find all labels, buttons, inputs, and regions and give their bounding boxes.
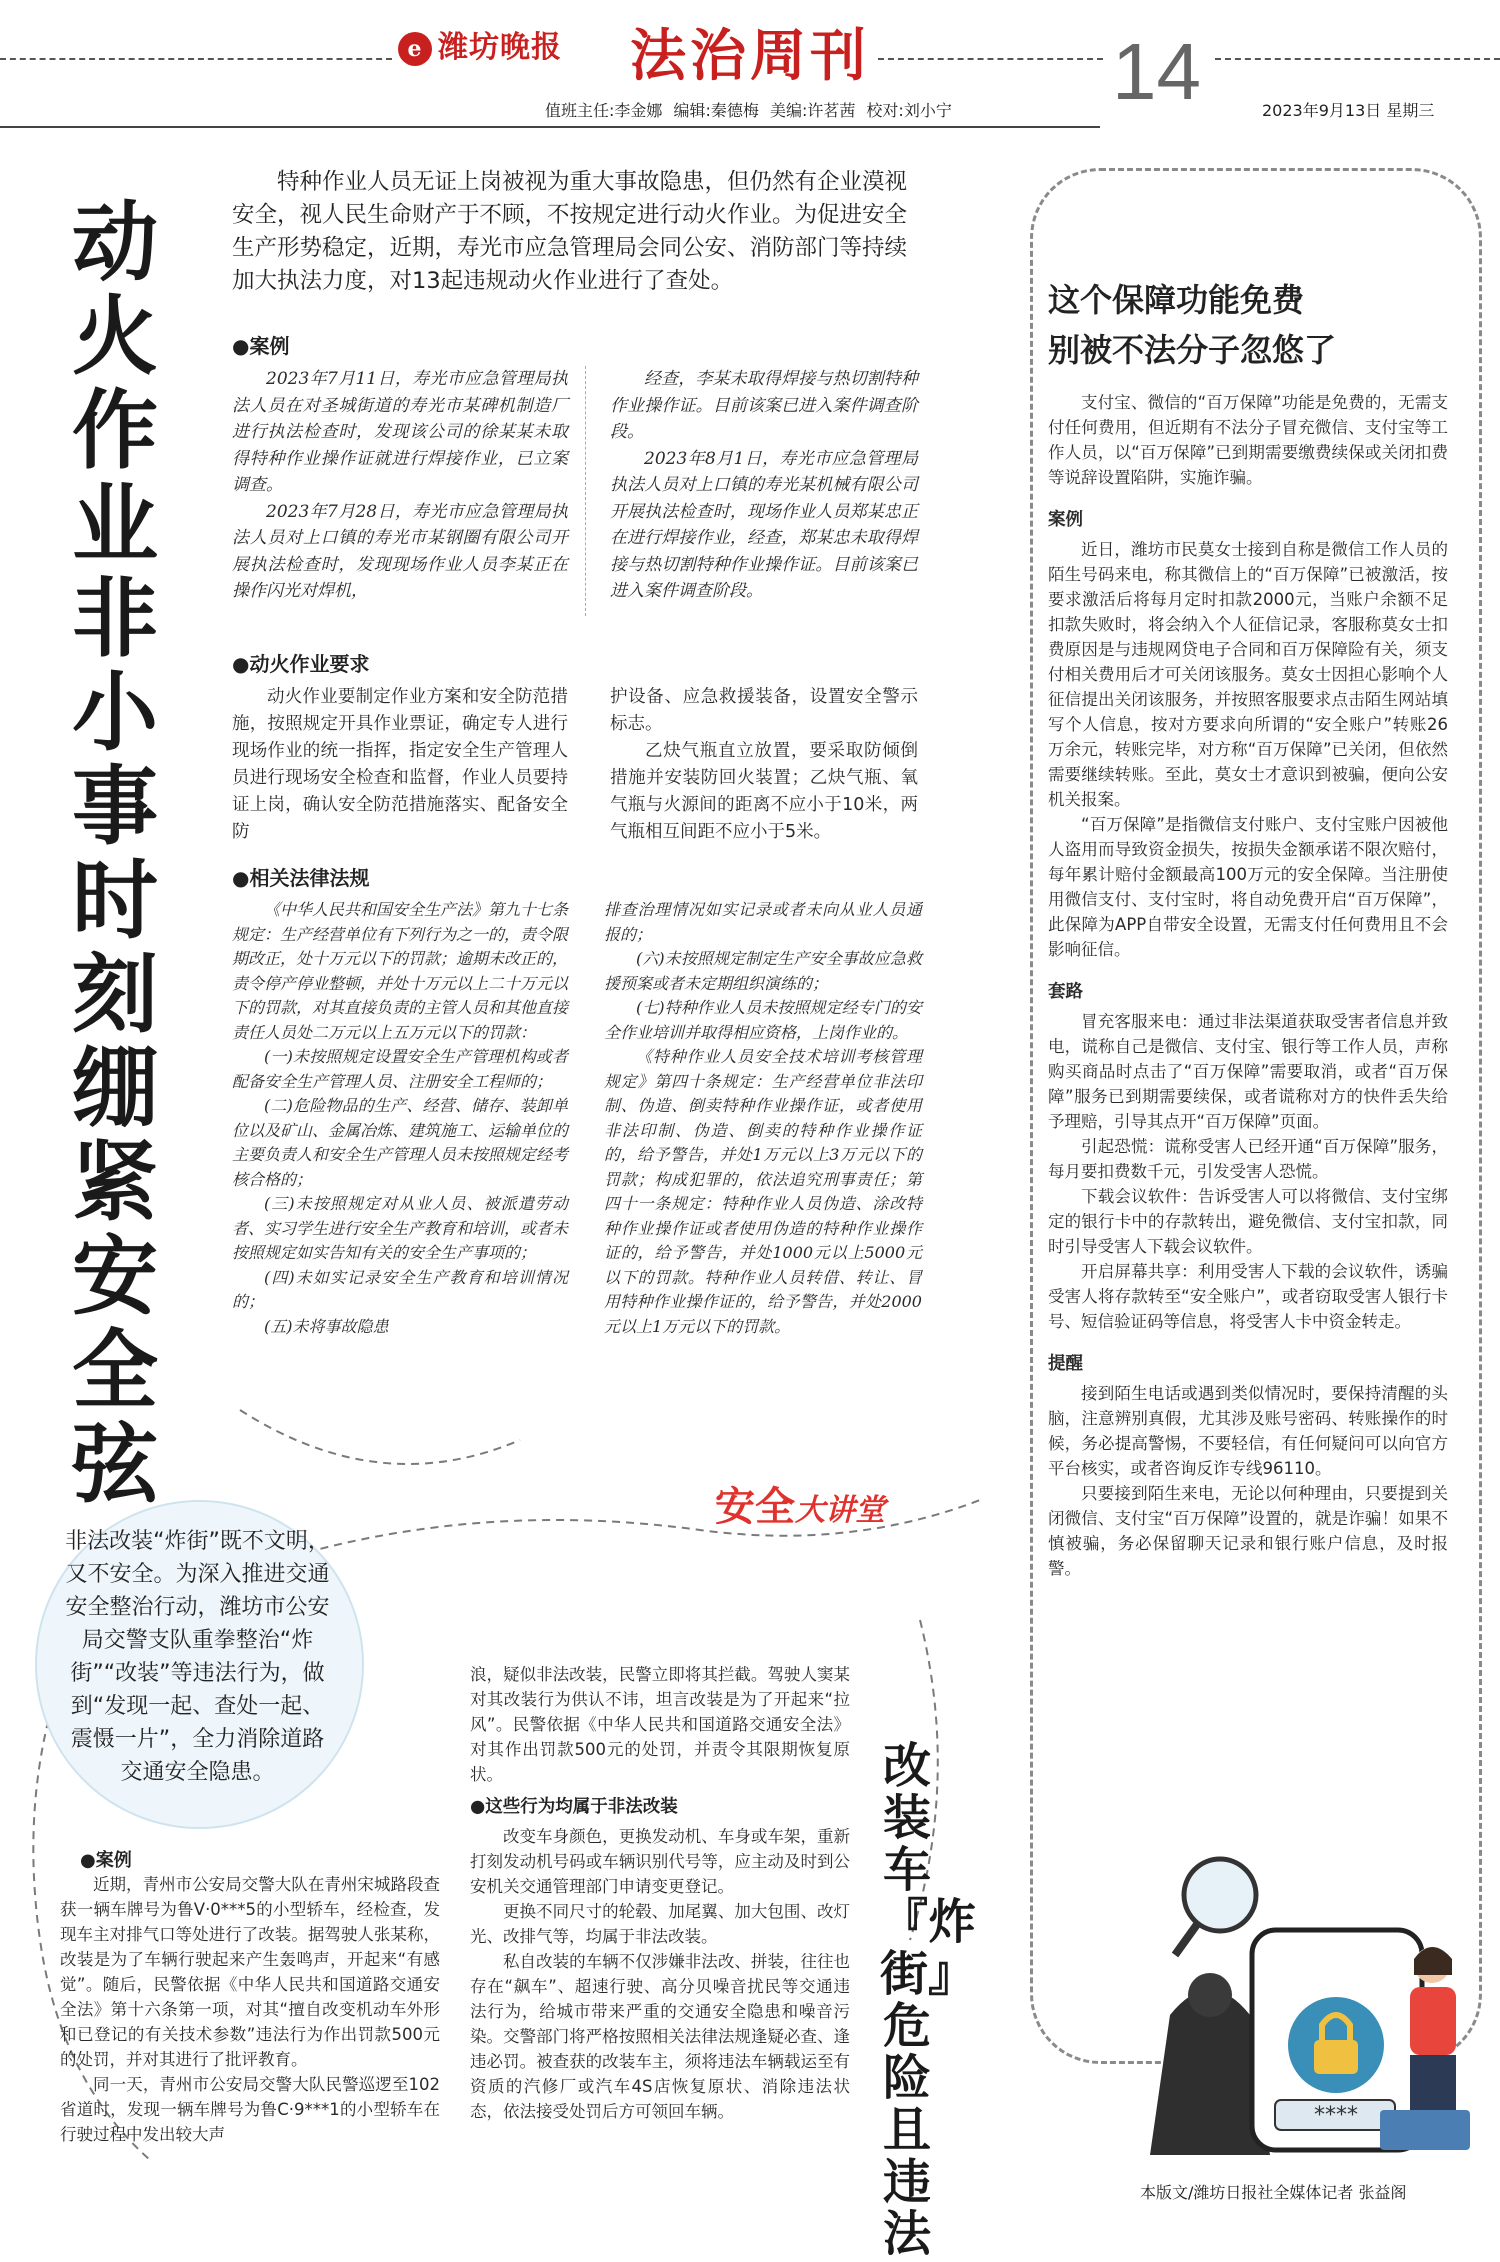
byline: 本版文/潍坊日报社全媒体记者 张益阁 (1140, 2183, 1407, 2202)
logo-mark-icon: e (398, 32, 432, 66)
article2-trick-heading: 套路 (1048, 982, 1083, 1002)
article1-requirements-heading: ●动火作业要求 (232, 652, 370, 676)
cases-column-divider (585, 366, 586, 616)
article1-requirements-left (232, 684, 568, 846)
logo-main-text: 安全 (715, 1483, 795, 1530)
article1-law-right (604, 898, 922, 1339)
article2-case-para: “百万保障”是指微信支付账户、支付宝账户因被他人盗用而导致资金损失，按损失金额承诺不限次赔付，每年累计赔付金额最高100万元的安全保障。当注册使用微信支付、支付宝时，将自动免费开启“百万保障”，此保障为APP自带安全设置，无需支付任何费用且不会影响征信。 (1048, 815, 1448, 959)
section-title: 法治周刊 (630, 23, 870, 89)
article1-vertical-title: 动火作业非小事 时刻绷紧安全弦 (72, 192, 158, 1515)
article1-req-para: 乙炔气瓶直立放置，要采取防倾倒措施并安装防回火装置；乙炔气瓶、氧气瓶与火源间的距离不应小于10米，两气瓶相互间距不应小于5米。 (610, 741, 918, 842)
article1-requirements-right (610, 684, 918, 846)
article1-cases-left-col (232, 366, 568, 605)
logo-sub-text: 大讲堂 (795, 1493, 885, 1528)
article3-case-heading: ●案例 (80, 1850, 132, 1871)
article1-cases-right-col (610, 366, 918, 605)
article1-case-para: 2023年8月1日，寿光市应急管理局执法人员对上口镇的寿光某机械有限公司开展执法检查时，现场作业人员郑某忠正在进行焊接作业，经查，郑某忠未取得焊接与热切割特种作业操作证。目前该案已进入案件调查阶段。 (610, 448, 918, 601)
article1-lead: 特种作业人员无证上岗被视为重大事故隐患，但仍然有企业漠视安全，视人民生命财产于不顾，不按规定进行动火作业。为促进安全生产形势稳定，近期，寿光市应急管理局会同公安、消防部门等持续加大执法力度，对13起违规动火作业进行了查处。 (232, 169, 908, 294)
editor-credits: 值班主任:李金娜 编辑:秦德梅 美编:许茗茜 校对:刘小宁 (545, 101, 952, 120)
article1-law-para: (一)未按照规定设置安全生产管理机构或者配备安全生产管理人员、注册安全工程师的； (232, 1047, 568, 1091)
page-number: 14 (1112, 27, 1201, 116)
article2-trick-para: 开启屏幕共享：利用受害人下载的会议软件，诱骗受害人将存款转至“安全账户”，或者窃取受害人银行卡号、短信验证码等信息，将受害人卡中资金转走。 (1048, 1262, 1448, 1331)
lock-icon (1288, 1997, 1384, 2093)
article2-title (1048, 275, 1458, 375)
article2-body (1048, 390, 1448, 1581)
paper-logo (398, 22, 562, 66)
article2-tip-heading: 提醒 (1048, 1354, 1083, 1374)
article1-case-para: 2023年7月28日，寿光市应急管理局执法人员对上口镇的寿光市某钢圈有限公司开展执法检查时，发现现场作业人员李某正在操作闪光对焊机， (232, 501, 568, 601)
article1-law-para: (二)危险物品的生产、经营、储存、装卸单位以及矿山、金属冶炼、建筑施工、运输单位的主要负责人和安全生产管理人员未按照规定经考核合格的； (232, 1096, 569, 1189)
article1-law-left (232, 898, 568, 1339)
article2-title-line1: 这个保障功能免费 (1048, 281, 1305, 319)
article1-law-para: (六)未按照规定制定生产安全事故应急救援预案或者未定期组织演练的； (604, 949, 922, 993)
article1-law-heading: ●相关法律法规 (232, 866, 370, 890)
article3-illegal-para: 私自改装的车辆不仅涉嫌非法改、拼装，往往也存在“飙车”、超速行驶、高分贝噪音扰民等交通违法行为，给城市带来严重的交通安全隐患和噪音污染。交警部门将严格按照相关法律法规逢疑必查、逢违必罚。被查获的改装车主，须将违法车辆载运至有资质的汽修厂或汽车4S店恢复原状、消除违法状态，依法接受处罚后方可领回车辆。 (470, 1952, 850, 2121)
article2-case-para: 近日，潍坊市民莫女士接到自称是微信工作人员的陌生号码来电，称其微信上的“百万保障”已被激活，按要求激活后将每月定时扣款2000元，当账户余额不足扣款失败时，将会纳入个人征信记录，客服称莫女士扣费原因是与违规网贷电子合同和百万保障险有关，须支付相关费用后才可关闭该服务。莫女士因担心影响个人征信提出关闭该服务，并按照客服要求点击陌生网站填写个人信息，按对方要求向所谓的“安全账户”转账26万余元，转账完毕，对方称“百万保障”已关闭，但依然需要继续转账。至此，莫女士才意识到被骗，便向公安机关报案。 (1048, 540, 1448, 809)
article1-law-para: (三)未按照规定对从业人员、被派遣劳动者、实习学生进行安全生产教育和培训，或者未按照规定如实告知有关的安全生产事项的； (232, 1194, 569, 1262)
article1-case-para: 经查，李某未取得焊接与热切割特种作业操作证。目前该案已进入案件调查阶段。 (610, 369, 918, 442)
masthead-bottom-rule (0, 126, 1100, 128)
article2-trick-para: 下载会议软件：告诉受害人可以将微信、支付宝绑定的银行卡中的存款转出，避免微信、支付宝扣款，同时引导受害人下载会议软件。 (1048, 1187, 1448, 1256)
article2-case-heading: 案例 (1048, 510, 1083, 530)
article1-law-para: (四)未如实记录安全生产教育和培训情况的； (232, 1267, 568, 1311)
article1-law-para: 《特种作业人员安全技术培训考核管理规定》第四十条规定：生产经营单位非法印制、伪造、倒卖特种作业操作证，或者使用非法印制、伪造、倒卖的特种作业操作证的，给予警告，并处1万元以上3万元以下的罚款；构成犯罪的，依法追究刑事责任；第四十一条规定：特种作业人员伪造、涂改特种作业操作证或者使用伪造的特种作业操作证的，给予警告，并处1000元以上5000元以下的罚款。特种作业人员转借、转让、冒用特种作业操作证的，给予警告，并处2000元以上1万元以下的罚款。 (604, 1047, 922, 1336)
article1-req-para: 护设备、应急救援装备，设置安全警示标志。 (610, 687, 918, 734)
article1-law-para: (七)特种作业人员未按照规定经专门的安全作业培训并取得相应资格，上岗作业的。 (604, 998, 922, 1042)
article1-case-para: 2023年7月11日，寿光市应急管理局执法人员在对圣城街道的寿光市某碑机制造厂进行执法检查时，发现该公司的徐某某未取得特种作业操作证就进行焊接作业，已立案调查。 (232, 369, 568, 495)
masthead-rule-left (0, 58, 392, 60)
paper-name: 潍坊晚报 (438, 30, 562, 65)
article1-cases-heading: ●案例 (232, 334, 290, 358)
article3-vertical-title: 改装车『炸街』危险且违法 (880, 1738, 977, 2262)
article2-trick-para: 冒充客服来电：通过非法渠道获取受害者信息并致电，谎称自己是微信、支付宝、银行等工作人员，声称购买商品时点击了“百万保障”需要取消，或者“百万保障”服务已到期需要续保，或者谎称对方的快件丢失给予理赔，引导其点开“百万保障”页面。 (1048, 1012, 1448, 1131)
summary-circle-text: 非法改装“炸街”既不文明，又不安全。为深入推进交通安全整治行动，潍坊市公安局交警支队重拳整治“炸街”“改装”等违法行为，做到“发现一起、查处一起、震慑一片”，全力消除道路交通安全隐患。 (65, 1529, 330, 1785)
article3-illegal-para: 改变车身颜色，更换发动机、车身或车架，重新打刻发动机号码或车辆识别代号等，应主动及时到公安机关交通管理部门申请变更登记。 (470, 1827, 850, 1896)
article1-law-para: 排查治理情况如实记录或者未向从业人员通报的； (604, 900, 922, 944)
article3-mid-col (470, 1662, 850, 2124)
article3-case-para: 近期，青州市公安局交警大队在青州宋城路段查获一辆车牌号为鲁V·0***5的小型轿车，经检查，发现车主对排气口等处进行了改装。据驾驶人张某称，改装是为了车辆行驶起来产生轰鸣声，开起来“有感觉”。随后，民警依据《中华人民共和国道路交通安全法》第十六条第一项，对其“擅自改变机动车外形和已登记的有关技术参数”违法行为作出罚款500元的处罚，并对其进行了批评教育。 (60, 1875, 440, 2069)
magnifier-icon (1175, 1859, 1256, 1955)
article2-title-line2: 别被不法分子忽悠了 (1048, 331, 1337, 369)
masthead-rule-right (1215, 58, 1500, 60)
article3-illegal-para: 更换不同尺寸的轮毂、加尾翼、加大包围、改灯光、改排气等，均属于非法改装。 (470, 1902, 850, 1946)
article1-law-para: (五)未将事故隐患 (264, 1316, 389, 1336)
article2-tip-para: 接到陌生电话或遇到类似情况时，要保持清醒的头脑，注意辨别真假，尤其涉及账号密码、转账操作的时候，务必提高警惕，不要轻信，有任何疑问可以向官方平台核实，或者咨询反诈专线96110。 (1048, 1384, 1448, 1478)
article1-law-para: 《中华人民共和国安全生产法》第九十七条规定：生产经营单位有下列行为之一的，责令限期改正，处十万元以下的罚款；逾期未改正的，责令停产停业整顿，并处十万元以上二十万元以下的罚款，对其直接负责的主管人员和其他直接责任人员处二万元以上五万元以下的罚款： (232, 900, 569, 1042)
article2-tip-para: 只要接到陌生来电，无论以何种理由，只要提到关闭微信、支付宝“百万保障”设置的，就是诈骗！如果不慎被骗，务必保留聊天记录和银行账户信息，及时报警。 (1048, 1484, 1448, 1578)
phone-password-mask: **** (1314, 2103, 1358, 2128)
article1-req-para: 动火作业要制定作业方案和安全防范措施，按照规定开具作业票证，确定专人进行现场作业的统一指挥，指定安全生产管理人员进行现场安全检查和监督，作业人员要持证上岗，确认安全防范措施落实、配备安全防 (232, 687, 568, 842)
article2-intro: 支付宝、微信的“百万保障”功能是免费的，无需支付任何费用，但近期有不法分子冒充微信、支付宝等工作人员，以“百万保障”已到期需要缴费续保或关闭扣费等说辞设置陷阱，实施诈骗。 (1048, 393, 1448, 487)
article3-case-para: 同一天，青州市公安局交警大队民警巡逻至102省道时，发现一辆车牌号为鲁C·9***1的小型轿车在行驶过程中发出较大声 (60, 2075, 440, 2144)
dateline: 2023年9月13日 星期三 (1262, 101, 1435, 120)
masthead-rule-mid (878, 58, 1103, 60)
fraud-illustration (1140, 1855, 1480, 2155)
article2-trick-para: 引起恐慌：谎称受害人已经开通“百万保障”服务，每月要扣费数千元，引发受害人恐慌。 (1048, 1137, 1448, 1181)
article3-illegal-heading: ●这些行为均属于非法改装 (470, 1797, 678, 1817)
article3-case-col (60, 1872, 440, 2147)
safety-lecture-logo (715, 1475, 885, 1532)
article3-mid-para: 浪，疑似非法改装，民警立即将其拦截。驾驶人窦某对其改装行为供认不讳，坦言改装是为了开起来“拉风”。民警依据《中华人民共和国道路交通安全法》对其作出罚款500元的处罚，并责令其限期恢复原状。 (470, 1665, 850, 1784)
